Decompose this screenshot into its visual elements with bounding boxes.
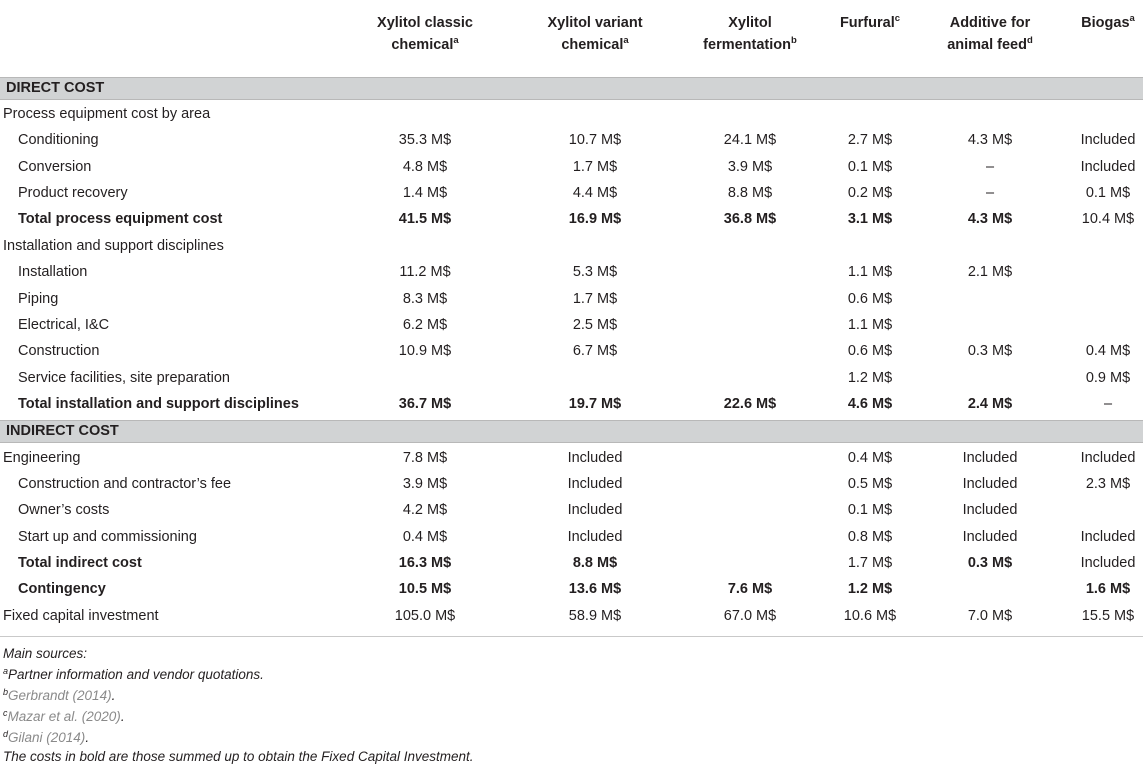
table-row (0, 233, 1143, 259)
table-cell: 1.2 M$ (847, 370, 893, 386)
table-cell: 2.3 M$ (1085, 476, 1131, 492)
table-cell: 16.9 M$ (568, 211, 622, 227)
column-header-additive-animal-feed: Additive for animal feed$^d$ (947, 15, 1033, 53)
table-cell: 8.3 M$ (402, 291, 448, 307)
row-label: Service facilities, site preparation (18, 370, 230, 386)
table-cell: 6.2 M$ (402, 317, 448, 333)
table-cell: 5.3 M$ (572, 264, 618, 280)
column-header-biogas: Biogas$^a$ (1081, 13, 1135, 31)
table-cell: 7.6 M$ (727, 581, 773, 597)
table-header (0, 0, 1143, 79)
footnote-bold-note: The costs in bold are those summed up to obtain the Fixed Capital Investment. (3, 749, 474, 764)
table-cell (680, 233, 820, 259)
table-cell (920, 101, 1060, 127)
table-cell: Included (567, 450, 623, 466)
table-cell: 7.8 M$ (402, 450, 448, 466)
table-cell: 0.6 M$ (847, 291, 893, 307)
table-cell: Included (1080, 159, 1136, 175)
table-cell: Included (962, 529, 1018, 545)
table-row (0, 259, 1143, 285)
table-cell: 8.8 M$ (727, 185, 773, 201)
table-row (0, 524, 1143, 550)
table-cell: 1.1 M$ (847, 317, 893, 333)
table-cell: – (985, 185, 995, 201)
table-cell: 13.6 M$ (568, 581, 622, 597)
table-cell: 10.5 M$ (398, 581, 452, 597)
table-cell (680, 445, 820, 471)
table-cell: Included (962, 476, 1018, 492)
column-header-xylitol-fermentation: Xylitol fermentation$^b$ (703, 15, 797, 53)
table-cell: 4.3 M$ (967, 211, 1013, 227)
table-cell: 4.3 M$ (967, 132, 1013, 148)
table-cell: 7.0 M$ (967, 608, 1013, 624)
table-bottom-rule (0, 636, 1143, 637)
column-header-furfural: Furfural$^c$ (839, 13, 901, 31)
footnote-c: $^c$Mazar et al. (2020). (3, 708, 125, 724)
table-cell: 15.5 M$ (1081, 608, 1135, 624)
table-cell: 35.3 M$ (398, 132, 452, 148)
table-row (0, 101, 1143, 127)
table-cell (355, 233, 495, 259)
table-cell (680, 524, 820, 550)
table-cell: 24.1 M$ (723, 132, 777, 148)
table-cell: – (1103, 396, 1113, 412)
row-label: Start up and commissioning (18, 529, 197, 545)
table-cell: 36.8 M$ (723, 211, 777, 227)
row-label: Engineering (3, 450, 81, 466)
table-cell (680, 259, 820, 285)
section-indirect-cost (0, 420, 1143, 443)
table-cell (1068, 286, 1143, 312)
row-label: Conversion (18, 159, 92, 175)
footnote-d: $^d$Gilani (2014). (3, 729, 90, 745)
table-cell (920, 312, 1060, 338)
table-row (0, 365, 1143, 391)
table-cell: 10.7 M$ (568, 132, 622, 148)
table-cell: 10.4 M$ (1081, 211, 1135, 227)
row-label: Process equipment cost by area (3, 106, 211, 122)
table-cell: Included (962, 450, 1018, 466)
row-label: Owner’s costs (18, 502, 110, 518)
table-cell: Included (567, 529, 623, 545)
table-cell (1068, 259, 1143, 285)
reference-link[interactable]: Gerbrandt (2014) (8, 688, 112, 703)
reference-link[interactable]: Mazar et al. (2020) (7, 709, 121, 724)
table-cell: 0.3 M$ (967, 343, 1013, 359)
table-cell (920, 365, 1060, 391)
table-cell: 1.7 M$ (572, 159, 618, 175)
footnote-main-sources: Main sources: (3, 646, 88, 661)
table-cell: 1.4 M$ (402, 185, 448, 201)
table-cell: 6.7 M$ (572, 343, 618, 359)
row-label: Electrical, I&C (18, 317, 110, 333)
table-cell: 0.5 M$ (847, 476, 893, 492)
table-cell: 16.3 M$ (398, 555, 452, 571)
table-cell (525, 233, 665, 259)
table-cell: 11.2 M$ (399, 264, 451, 280)
table-row (0, 497, 1143, 523)
row-label: Total installation and support disciplines (18, 396, 299, 412)
table-cell (680, 497, 820, 523)
table-cell: Included (1080, 529, 1136, 545)
table-cell: 19.7 M$ (568, 396, 622, 412)
table-cell: 2.4 M$ (967, 396, 1013, 412)
table-cell: Included (1080, 132, 1136, 148)
table-cell (680, 365, 820, 391)
table-cell: 0.1 M$ (1085, 185, 1131, 201)
table-cell: 8.8 M$ (572, 555, 618, 571)
table-cell: Included (1080, 555, 1136, 571)
table-cell: 3.1 M$ (847, 211, 893, 227)
table-cell: Included (567, 476, 623, 492)
table-cell (920, 286, 1060, 312)
row-label: Product recovery (18, 185, 128, 201)
table-cell: 0.3 M$ (967, 555, 1013, 571)
table-cell: 1.7 M$ (572, 291, 618, 307)
row-label: Contingency (18, 581, 106, 597)
table-cell: 3.9 M$ (402, 476, 448, 492)
column-header-xylitol-classic: Xylitol classic chemical$^a$ (377, 15, 473, 53)
row-label: Piping (18, 291, 59, 307)
table-cell: 67.0 M$ (723, 608, 777, 624)
table-cell: 0.1 M$ (847, 502, 893, 518)
table-cell: 41.5 M$ (398, 211, 452, 227)
table-cell (680, 286, 820, 312)
table-cell (1068, 101, 1143, 127)
table-cell: 58.9 M$ (568, 608, 622, 624)
table-row (0, 445, 1143, 471)
table-cell (1068, 497, 1143, 523)
table-cell (680, 338, 820, 364)
table-row (0, 312, 1143, 338)
section-title: DIRECT COST (6, 80, 105, 96)
row-label: Fixed capital investment (3, 608, 159, 624)
row-label: Total process equipment cost (18, 211, 223, 227)
table-cell: 4.4 M$ (572, 185, 618, 201)
table-cell: 22.6 M$ (723, 396, 777, 412)
table-cell: 10.6 M$ (843, 608, 897, 624)
section-title: INDIRECT COST (6, 423, 119, 439)
table-cell (525, 101, 665, 127)
table-cell (1068, 312, 1143, 338)
reference-link[interactable]: Gilani (2014) (8, 730, 86, 745)
table-row (0, 391, 1143, 417)
table-cell (1068, 233, 1143, 259)
table-cell (820, 233, 920, 259)
table-cell (355, 365, 495, 391)
table-cell: 4.2 M$ (402, 502, 448, 518)
table-cell: 2.7 M$ (847, 132, 893, 148)
table-row (0, 127, 1143, 153)
table-row (0, 603, 1143, 629)
table-cell (355, 101, 495, 127)
row-label: Conditioning (18, 132, 99, 148)
row-label: Construction and contractor’s fee (18, 476, 232, 492)
table-row (0, 550, 1143, 576)
table-row (0, 180, 1143, 206)
table-cell (680, 312, 820, 338)
row-label: Installation and support disciplines (3, 238, 224, 254)
table-cell: 4.8 M$ (402, 159, 448, 175)
table-row (0, 576, 1143, 602)
table-cell: 0.4 M$ (1085, 343, 1131, 359)
footnote-b: $^b$Gerbrandt (2014). (3, 687, 116, 703)
table-cell: 36.7 M$ (398, 396, 452, 412)
table-cell: 0.1 M$ (847, 159, 893, 175)
table-cell: Included (1080, 450, 1136, 466)
table-cell (820, 101, 920, 127)
table-cell: Included (962, 502, 1018, 518)
table-cell: 4.6 M$ (847, 396, 893, 412)
row-label: Construction (18, 343, 100, 359)
table-cell (920, 233, 1060, 259)
table-cell (680, 471, 820, 497)
table-cell: 0.4 M$ (402, 529, 448, 545)
table-cell: 1.7 M$ (847, 555, 893, 571)
table-cell: 1.1 M$ (847, 264, 893, 280)
row-label: Installation (18, 264, 88, 280)
table-row (0, 154, 1143, 180)
table-cell: 0.8 M$ (847, 529, 893, 545)
section-direct-cost (0, 77, 1143, 100)
table-cell: 3.9 M$ (727, 159, 773, 175)
table-cell: 2.1 M$ (967, 264, 1013, 280)
table-row (0, 471, 1143, 497)
table-cell (680, 550, 820, 576)
table-row (0, 286, 1143, 312)
table-row (0, 206, 1143, 232)
table-cell: 0.6 M$ (847, 343, 893, 359)
table-cell: 10.9 M$ (398, 343, 452, 359)
table-cell: 2.5 M$ (572, 317, 618, 333)
table-cell (680, 101, 820, 127)
table-cell (920, 576, 1060, 602)
table-cell: 0.2 M$ (847, 185, 893, 201)
table-cell: 1.2 M$ (847, 581, 893, 597)
table-cell: – (985, 159, 995, 175)
row-label: Total indirect cost (18, 555, 142, 571)
table-cell (525, 365, 665, 391)
table-row (0, 338, 1143, 364)
table-cell: Included (567, 502, 623, 518)
table-cell: 105.0 M$ (394, 608, 456, 624)
table-cell: 1.6 M$ (1085, 581, 1131, 597)
column-header-xylitol-variant: Xylitol variant chemical$^a$ (547, 15, 643, 53)
table-cell: 0.9 M$ (1085, 370, 1131, 386)
table-cell: 0.4 M$ (847, 450, 893, 466)
footnote-a: $^a$Partner information and vendor quotations. (3, 666, 264, 682)
